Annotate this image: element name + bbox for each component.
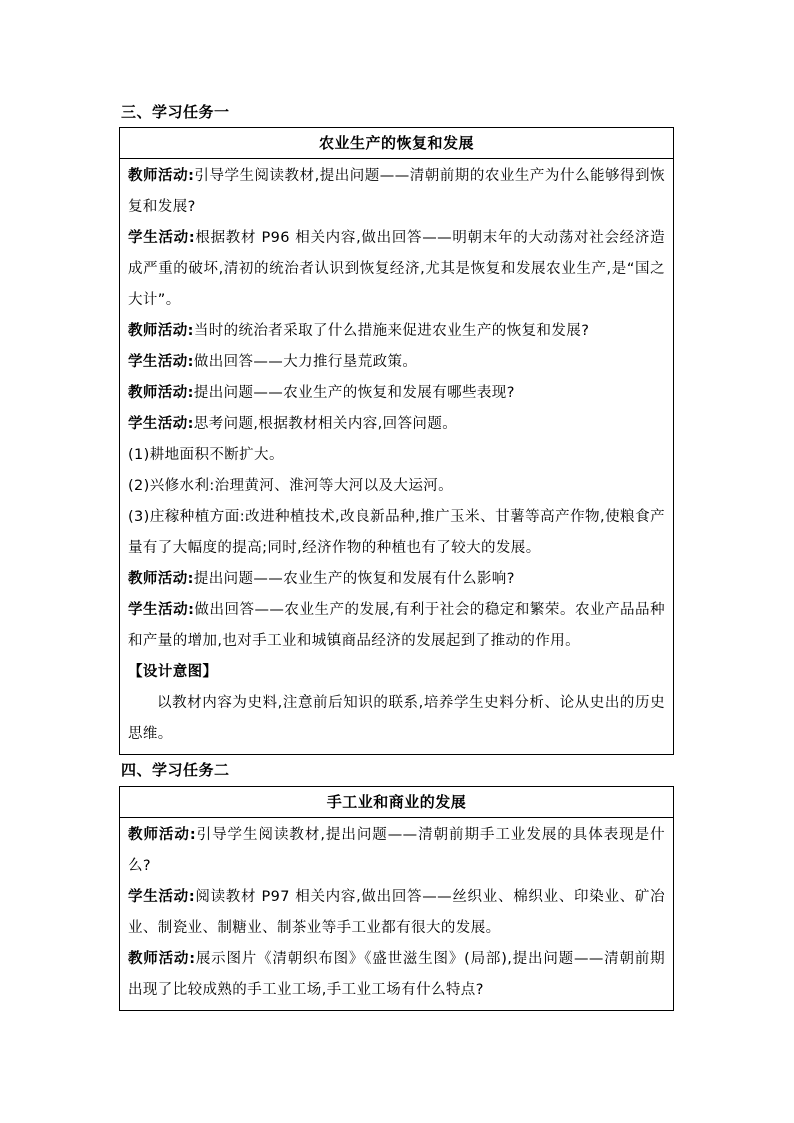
role-label: 教师活动: [128,571,194,587]
role-label: 教师活动: [128,323,194,339]
paragraph-text: 提出问题——农业生产的恢复和发展有哪些表现? [193,385,515,401]
paragraph-text: 阅读教材 P97 相关内容,做出回答——丝织业、棉织业、印染业、矿冶业、制瓷业、制糖业、制茶业等手工业都有很大的发展。 [128,889,665,936]
section-heading-task-1: 三、学习任务一 [121,103,230,121]
role-label: 教师活动: [128,168,195,184]
paragraph-text: 当时的统治者采取了什么措施来促进农业生产的恢复和发展? [193,323,590,339]
design-intent-label [128,657,665,688]
paragraph-text: (3)庄稼种植方面:改进种植技术,改良新品种,推广玉米、甘薯等高产作物,使粮食产量有了大幅度的提高;同时,经济作物的种植也有了较大的发展。 [128,509,665,556]
paragraph-teacher-2 [128,316,665,347]
paragraph-teacher-6 [128,944,665,1006]
paragraph-text: 展示图片《清朝织布图》《盛世滋生图》(局部),提出问题——清朝前期出现了比较成熟的手工业工场,手工业工场有什么特点? [128,951,665,998]
role-label: 教师活动: [128,951,196,967]
paragraph-text: 引导学生阅读教材,提出问题——清朝前期的农业生产为什么能够得到恢复和发展? [128,168,665,215]
paragraph-text: 根据教材 P96 相关内容,做出回答——明朝末年的大动荡对社会经济造成严重的破坏,清初的统治者认识到恢复经济,尤其是恢复和发展农业生产,是“国之大计”。 [128,230,665,308]
paragraph-text: 提出问题——农业生产的恢复和发展有什么影响? [193,571,515,587]
role-label: 学生活动: [128,354,194,370]
paragraph-text: 引导学生阅读教材,提出问题——清朝前期手工业发展的具体表现是什么? [128,827,665,874]
design-label: 【设计意图】 [128,664,218,680]
section-heading-task-2: 四、学习任务二 [121,761,230,779]
paragraph-text: (2)兴修水利:治理黄河、淮河等大河以及大运河。 [128,478,454,494]
list-item-2 [128,471,665,502]
paragraph-student-5 [128,882,665,944]
task-table-2 [119,786,674,1011]
role-label: 学生活动: [128,416,194,432]
role-label: 教师活动: [128,827,197,843]
task-table-1 [119,127,674,755]
role-label: 学生活动: [128,230,196,246]
paragraph-teacher-1 [128,161,665,223]
paragraph-teacher-3 [128,378,665,409]
paragraph-text: (1)耕地面积不断扩大。 [128,447,284,463]
paragraph-student-2 [128,347,665,378]
role-label: 学生活动: [128,889,196,905]
paragraph-teacher-5 [128,820,665,882]
table-body-1 [120,159,673,754]
paragraph-student-3 [128,409,665,440]
table-title-agriculture: 农业生产的恢复和发展 [120,128,673,159]
paragraph-student-1 [128,223,665,316]
paragraph-teacher-4 [128,564,665,595]
paragraph-text: 思考问题,根据教材相关内容,回答问题。 [193,416,458,432]
paragraph-text: 做出回答——农业生产的发展,有利于社会的稳定和繁荣。农业产品品种和产量的增加,也对手工业和城镇商品经济的发展起到了推动的作用。 [128,602,665,649]
table-title-handicraft: 手工业和商业的发展 [120,787,673,818]
role-label: 学生活动: [128,602,195,618]
paragraph-student-4 [128,595,665,657]
table-body-2 [120,818,673,1010]
list-item-1 [128,440,665,471]
list-item-3 [128,502,665,564]
role-label: 教师活动: [128,385,194,401]
design-intent-text: 以教材内容为史料,注意前后知识的联系,培养学生史料分析、论从史出的历史思维。 [128,695,665,742]
paragraph-text: 做出回答——大力推行垦荒政策。 [193,354,418,370]
